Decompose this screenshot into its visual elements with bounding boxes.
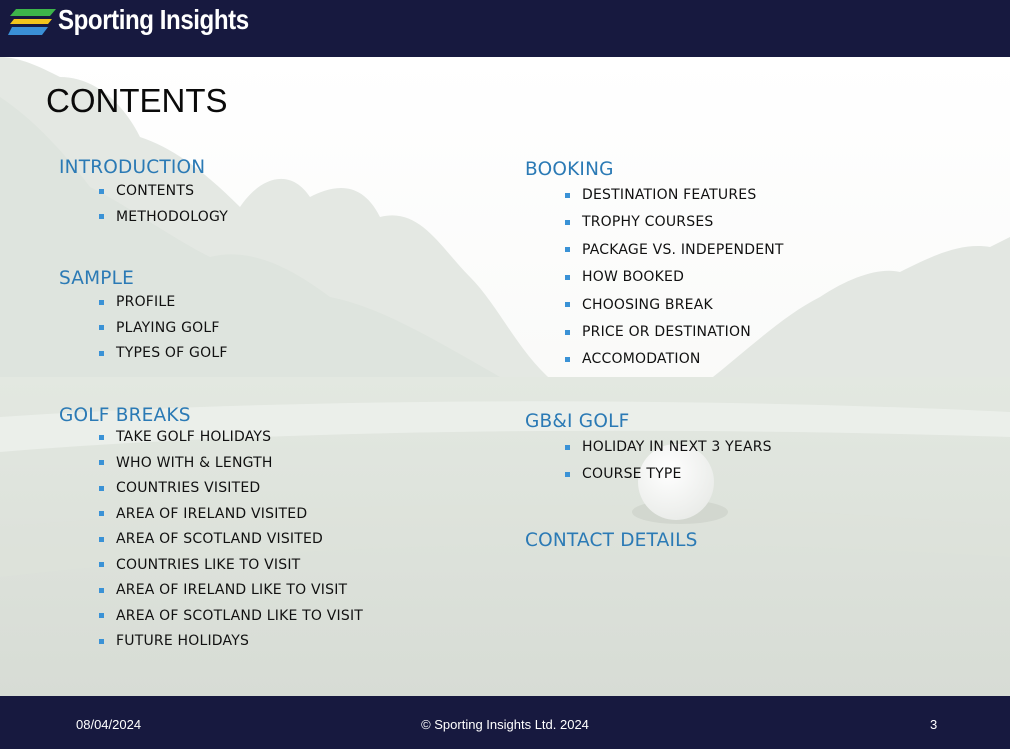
brand-name: Sporting Insights: [58, 4, 249, 35]
bullet-icon: [99, 537, 104, 542]
list-item: HOW BOOKED: [565, 264, 784, 291]
bullet-icon: [565, 357, 570, 362]
section-golf-breaks: [59, 405, 363, 655]
list-item: PROFILE: [99, 290, 228, 316]
bullet-icon: [99, 460, 104, 465]
bullet-icon: [565, 302, 570, 307]
bullet-icon: [99, 435, 104, 440]
list-item: COURSE TYPE: [565, 461, 772, 488]
bullet-icon: [99, 300, 104, 305]
list-item: PACKAGE VS. INDEPENDENT: [565, 237, 784, 264]
section-item-list: [565, 434, 772, 489]
bullet-icon: [565, 275, 570, 280]
list-item: AREA OF IRELAND LIKE TO VISIT: [99, 578, 363, 604]
list-item: COUNTRIES VISITED: [99, 476, 363, 502]
bullet-icon: [99, 562, 104, 567]
list-item: AREA OF SCOTLAND VISITED: [99, 527, 363, 553]
bullet-icon: [99, 486, 104, 491]
list-item: AREA OF IRELAND VISITED: [99, 502, 363, 528]
bullet-icon: [565, 220, 570, 225]
list-item: ACCOMODATION: [565, 346, 784, 373]
section-heading: SAMPLE: [59, 268, 135, 289]
section-contact-details: [525, 530, 698, 551]
bullet-icon: [565, 247, 570, 252]
logo-stripes-icon: [8, 9, 56, 35]
list-item: TAKE GOLF HOLIDAYS: [99, 425, 363, 451]
section-item-list: [99, 179, 228, 230]
list-item: PLAYING GOLF: [99, 316, 228, 342]
section-heading: CONTACT DETAILS: [525, 530, 698, 551]
list-item: CHOOSING BREAK: [565, 292, 784, 319]
list-item: TYPES OF GOLF: [99, 341, 228, 367]
list-item: AREA OF SCOTLAND LIKE TO VISIT: [99, 604, 363, 630]
section-sample: [59, 268, 228, 367]
list-item: COUNTRIES LIKE TO VISIT: [99, 553, 363, 579]
list-item: DESTINATION FEATURES: [565, 182, 784, 209]
bullet-icon: [99, 588, 104, 593]
bullet-icon: [565, 445, 570, 450]
list-item: PRICE OR DESTINATION: [565, 319, 784, 346]
bullet-icon: [99, 639, 104, 644]
list-item: FUTURE HOLIDAYS: [99, 629, 363, 655]
list-item: HOLIDAY IN NEXT 3 YEARS: [565, 434, 772, 461]
bullet-icon: [99, 613, 104, 618]
list-item: CONTENTS: [99, 179, 228, 205]
header-bar: [0, 0, 1010, 57]
page-title: CONTENTS: [46, 82, 228, 119]
footer-bar: [0, 696, 1010, 749]
bullet-icon: [99, 325, 104, 330]
bullet-icon: [99, 189, 104, 194]
bullet-icon: [565, 193, 570, 198]
section-gbi-golf: [525, 411, 772, 489]
page-number: 3: [930, 717, 938, 732]
section-item-list: [99, 425, 363, 655]
list-item: TROPHY COURSES: [565, 209, 784, 236]
section-introduction: [59, 157, 228, 230]
section-item-list: [565, 182, 784, 374]
footer-copyright: © Sporting Insights Ltd. 2024: [421, 717, 589, 732]
list-item: WHO WITH & LENGTH: [99, 451, 363, 477]
footer-date: 08/04/2024: [76, 717, 142, 732]
bullet-icon: [565, 472, 570, 477]
bullet-icon: [565, 330, 570, 335]
section-heading: GB&I GOLF: [525, 411, 630, 432]
bullet-icon: [99, 214, 104, 219]
section-item-list: [99, 290, 228, 367]
section-heading: GOLF BREAKS: [59, 405, 191, 426]
list-item: METHODOLOGY: [99, 205, 228, 231]
bullet-icon: [99, 511, 104, 516]
section-heading: INTRODUCTION: [59, 157, 206, 178]
section-booking: [525, 159, 784, 374]
bullet-icon: [99, 351, 104, 356]
section-heading: BOOKING: [525, 159, 614, 180]
